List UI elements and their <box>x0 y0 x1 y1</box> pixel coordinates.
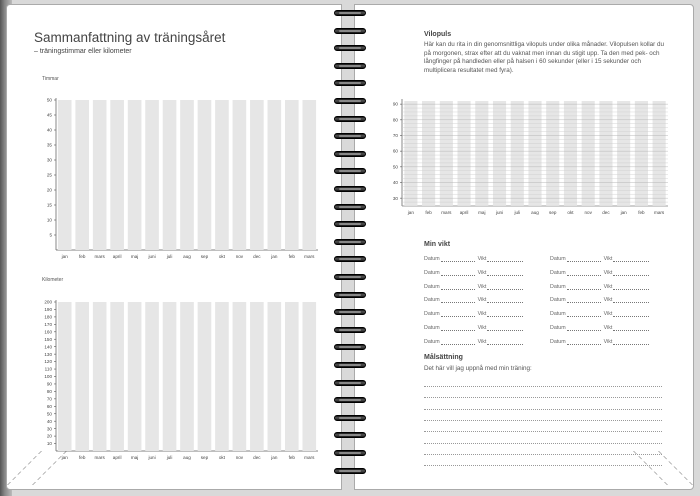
datum-label: Datum <box>550 269 566 276</box>
chart-bar[interactable] <box>180 302 194 451</box>
vikt-field[interactable] <box>487 257 523 262</box>
binding-ring <box>334 204 366 210</box>
binding-ring <box>334 309 366 315</box>
x-tick-label: sep <box>200 455 209 460</box>
datum-field[interactable] <box>567 285 601 290</box>
binding-ring <box>334 362 366 368</box>
chart-hours-ylabel: Timmar <box>42 76 59 82</box>
x-tick-label: feb <box>79 455 86 460</box>
datum-field[interactable] <box>441 257 475 262</box>
x-tick-label: juni <box>148 455 156 460</box>
datum-label: Datum <box>424 311 440 318</box>
chart-bar[interactable] <box>128 100 142 250</box>
vikt-field[interactable] <box>613 326 649 331</box>
chart-bar[interactable] <box>215 302 229 451</box>
x-tick-label: juni <box>148 254 156 259</box>
chart-bar[interactable] <box>163 302 177 451</box>
binding-ring <box>334 168 366 174</box>
y-tick-label: 10 <box>46 441 52 447</box>
vikt-field[interactable] <box>613 271 649 276</box>
weight-entry[interactable] <box>424 339 523 345</box>
x-tick-label: feb <box>288 455 295 460</box>
x-tick-label: mars <box>441 210 452 215</box>
x-tick-label: mars <box>654 210 665 215</box>
vikt-label: Vikt <box>603 269 613 276</box>
y-tick-label: 50 <box>392 164 398 170</box>
binding-ring <box>334 133 366 139</box>
vikt-field[interactable] <box>487 285 523 290</box>
page-curl-right <box>633 451 693 485</box>
malsattning-text: Det här vill jag uppnå med min träning: <box>424 365 532 372</box>
chart-bar[interactable] <box>75 302 89 451</box>
x-tick-label: juli <box>514 210 521 215</box>
vikt-label: Vikt <box>477 297 487 304</box>
y-tick-label: 15 <box>46 202 52 208</box>
y-tick-label: 170 <box>44 321 52 327</box>
y-tick-label: 100 <box>44 374 52 380</box>
y-tick-label: 160 <box>44 329 52 335</box>
datum-field[interactable] <box>567 326 601 331</box>
chart-bar[interactable] <box>110 100 124 250</box>
goal-line[interactable] <box>424 386 662 387</box>
vikt-label: Vikt <box>477 325 487 331</box>
page-title: Sammanfattning av träningsåret <box>34 30 226 45</box>
spiral-binding <box>332 10 368 486</box>
chart-bar[interactable] <box>180 100 194 250</box>
binding-ring <box>334 186 366 192</box>
x-tick-label: sep <box>549 210 557 215</box>
vikt-field[interactable] <box>487 298 523 303</box>
y-tick-label: 60 <box>392 148 398 154</box>
y-tick-label: 120 <box>44 359 52 365</box>
datum-label: Datum <box>424 256 440 262</box>
x-tick-label: jan <box>407 210 414 215</box>
binding-ring <box>334 274 366 280</box>
chart-bar[interactable] <box>58 302 72 451</box>
x-tick-label: okt <box>567 210 574 215</box>
vikt-label: Vikt <box>477 338 487 345</box>
binding-ring <box>334 221 366 227</box>
x-tick-label: juni <box>495 210 504 215</box>
chart-bar[interactable] <box>110 302 124 451</box>
x-tick-label: jan <box>620 210 627 215</box>
hours-chart <box>34 84 324 269</box>
datum-label: Datum <box>550 297 566 304</box>
binding-ring <box>334 380 366 386</box>
binding-ring <box>334 415 366 421</box>
binding-ring <box>334 151 366 157</box>
binding-ring <box>334 239 366 245</box>
x-tick-label: mars <box>94 254 105 259</box>
y-tick-label: 20 <box>46 433 52 439</box>
datum-label: Datum <box>550 325 566 331</box>
goal-line[interactable] <box>424 443 662 444</box>
vikt-field[interactable] <box>487 312 523 317</box>
binding-ring <box>334 450 366 456</box>
x-tick-label: dec <box>602 210 610 215</box>
weight-entry[interactable] <box>424 325 523 331</box>
malsattning-heading: Målsättning <box>424 354 463 361</box>
vikt-label: Vikt <box>477 283 487 290</box>
datum-label: Datum <box>424 269 440 276</box>
weight-entry[interactable] <box>424 284 523 290</box>
weight-entry[interactable] <box>424 297 523 303</box>
right-page <box>354 4 694 490</box>
datum-label: Datum <box>550 338 566 345</box>
x-tick-label: mars <box>304 455 315 460</box>
x-tick-label: aug <box>183 254 191 259</box>
x-tick-label: maj <box>478 210 486 215</box>
x-tick-label: feb <box>79 254 86 259</box>
datum-field[interactable] <box>441 285 475 290</box>
x-tick-label: jan <box>271 254 278 259</box>
vikt-label: Vikt <box>477 269 487 276</box>
vikt-label: Vikt <box>603 311 613 318</box>
km-chart <box>34 285 324 470</box>
x-tick-label: mars <box>94 455 105 460</box>
x-tick-label: jan <box>61 254 68 259</box>
chart-bar[interactable] <box>75 100 89 250</box>
goal-line[interactable] <box>424 465 662 466</box>
y-tick-label: 40 <box>46 127 52 133</box>
vikt-heading: Min vikt <box>424 241 451 248</box>
chart-bar[interactable] <box>233 302 247 451</box>
weight-entry[interactable] <box>424 270 523 276</box>
x-tick-label: aug <box>531 210 539 215</box>
datum-field[interactable] <box>441 340 475 345</box>
binding-ring <box>334 116 366 122</box>
x-tick-label: feb <box>425 210 432 215</box>
datum-field[interactable] <box>441 298 475 303</box>
y-tick-label: 5 <box>49 232 52 238</box>
y-tick-label: 80 <box>46 389 52 394</box>
chart-bar[interactable] <box>198 100 212 250</box>
vikt-label: Vikt <box>603 297 613 304</box>
vikt-label: Vikt <box>603 283 613 290</box>
x-tick-label: feb <box>638 210 645 215</box>
weight-entry[interactable] <box>550 297 649 303</box>
vilopuls-instructions: Här kan du rita in din genomsnittliga vilopuls under olika månader. Vilopulsen kollar du på morgonen, strax efter att du vaknat men innan du stigit upp. Ta den med pek- och långfinger på handleden eller på halsen i 60 sekunder (eller i 15 sekunder och multiplicera resultatet med fyra). <box>424 41 665 75</box>
weight-entry[interactable] <box>550 325 649 331</box>
vikt-field[interactable] <box>613 285 649 290</box>
binding-ring <box>334 468 366 474</box>
chart-bar[interactable] <box>163 100 177 250</box>
weight-entry[interactable] <box>550 256 649 262</box>
chart-bar[interactable] <box>250 302 264 451</box>
x-tick-label: dec <box>253 254 261 259</box>
x-tick-label: maj <box>130 455 139 460</box>
weight-entry[interactable] <box>424 311 523 317</box>
goal-line[interactable] <box>424 431 662 432</box>
datum-label: Datum <box>424 338 440 345</box>
chart-bar[interactable] <box>145 100 159 250</box>
chart-bar[interactable] <box>302 100 316 250</box>
datum-label: Datum <box>550 256 566 262</box>
vikt-label: Vikt <box>603 256 613 262</box>
weight-entry[interactable] <box>550 339 649 345</box>
chart-bar[interactable] <box>250 100 264 250</box>
chart-bar[interactable] <box>93 100 107 250</box>
x-tick-label: jan <box>61 455 68 460</box>
weight-entry[interactable] <box>550 311 649 317</box>
x-tick-label: sep <box>200 254 209 259</box>
vikt-field[interactable] <box>487 271 523 276</box>
chart-bar[interactable] <box>128 302 142 451</box>
x-tick-label: april <box>112 455 122 460</box>
vilopuls-chart <box>380 92 680 227</box>
datum-field[interactable] <box>567 271 601 276</box>
weight-entry[interactable] <box>424 256 523 262</box>
y-tick-label: 30 <box>46 426 52 432</box>
goal-line[interactable] <box>424 409 662 410</box>
datum-label: Datum <box>424 283 440 290</box>
y-tick-label: 110 <box>44 366 52 372</box>
y-tick-label: 150 <box>44 336 52 342</box>
goal-line[interactable] <box>424 454 662 455</box>
chart-bar[interactable] <box>93 302 107 451</box>
chart-bar[interactable] <box>285 100 299 250</box>
chart-bar[interactable] <box>268 302 282 451</box>
datum-label: Datum <box>550 311 566 318</box>
datum-label: Datum <box>550 283 566 290</box>
x-tick-label: mars <box>304 254 315 259</box>
datum-field[interactable] <box>441 271 475 276</box>
x-tick-label: juli <box>166 455 173 460</box>
y-tick-label: 40 <box>392 180 398 186</box>
y-tick-label: 190 <box>44 307 52 313</box>
weight-entry[interactable] <box>550 270 649 276</box>
y-tick-label: 130 <box>44 351 52 357</box>
vikt-field[interactable] <box>613 312 649 317</box>
y-tick-label: 180 <box>44 314 52 320</box>
y-tick-label: 60 <box>46 403 52 409</box>
y-tick-label: 30 <box>46 157 52 163</box>
datum-field[interactable] <box>567 340 601 345</box>
vikt-field[interactable] <box>613 340 649 345</box>
chart-bar[interactable] <box>58 100 72 250</box>
x-tick-label: aug <box>183 455 191 460</box>
y-tick-label: 20 <box>46 187 52 193</box>
x-tick-label: april <box>112 254 122 259</box>
y-tick-label: 200 <box>44 299 52 305</box>
chart-km-ylabel: Kilometer <box>42 277 64 283</box>
y-tick-label: 30 <box>392 195 398 201</box>
y-tick-label: 80 <box>392 117 398 123</box>
y-tick-label: 35 <box>46 142 52 148</box>
chart-bar[interactable] <box>215 100 229 250</box>
y-tick-label: 70 <box>392 133 398 139</box>
vikt-field[interactable] <box>487 340 523 345</box>
binding-ring <box>334 256 366 262</box>
y-tick-label: 45 <box>46 112 52 118</box>
x-tick-label: jan <box>271 455 278 460</box>
chart-bar[interactable] <box>285 302 299 451</box>
datum-field[interactable] <box>567 312 601 317</box>
binding-ring <box>334 432 366 438</box>
datum-label: Datum <box>424 297 440 304</box>
binding-ring <box>334 344 366 350</box>
x-tick-label: nov <box>584 210 592 215</box>
y-tick-label: 40 <box>46 418 52 424</box>
chart-bar[interactable] <box>268 100 282 250</box>
binding-ring <box>334 45 366 51</box>
x-tick-label: dec <box>253 455 261 460</box>
datum-label: Datum <box>424 325 440 331</box>
vikt-field[interactable] <box>613 257 649 262</box>
datum-field[interactable] <box>441 312 475 317</box>
y-tick-label: 50 <box>46 97 52 103</box>
datum-field[interactable] <box>567 257 601 262</box>
y-tick-label: 25 <box>46 172 52 178</box>
binding-ring <box>334 28 366 34</box>
datum-field[interactable] <box>441 326 475 331</box>
x-tick-label: feb <box>288 254 295 259</box>
binding-ring <box>334 10 366 16</box>
chart-bar[interactable] <box>233 100 247 250</box>
x-tick-label: nov <box>235 254 244 259</box>
y-tick-label: 50 <box>46 411 52 417</box>
vikt-field[interactable] <box>487 326 523 331</box>
vikt-field[interactable] <box>613 298 649 303</box>
y-tick-label: 90 <box>46 381 52 387</box>
x-tick-label: okt <box>218 455 226 460</box>
vikt-label: Vikt <box>603 325 613 331</box>
binding-ring <box>334 63 366 69</box>
goal-line[interactable] <box>424 420 662 421</box>
y-tick-label: 140 <box>44 344 52 350</box>
vilopuls-heading: Vilopuls <box>424 31 452 38</box>
binding-ring <box>334 397 366 403</box>
chart-bar[interactable] <box>145 302 159 451</box>
vikt-label: Vikt <box>477 256 487 262</box>
goal-line[interactable] <box>424 397 662 398</box>
binding-ring <box>334 98 366 104</box>
datum-field[interactable] <box>567 298 601 303</box>
chart-bar[interactable] <box>198 302 212 451</box>
x-tick-label: juli <box>166 254 173 259</box>
binding-ring <box>334 80 366 86</box>
y-tick-label: 70 <box>46 396 52 402</box>
x-tick-label: nov <box>235 455 244 460</box>
x-tick-label: okt <box>218 254 226 259</box>
vikt-label: Vikt <box>477 311 487 318</box>
x-tick-label: april <box>459 210 469 215</box>
page-subtitle: – träningstimmar eller kilometer <box>34 48 132 55</box>
binding-ring <box>334 292 366 298</box>
weight-entry[interactable] <box>550 284 649 290</box>
x-tick-label: maj <box>130 254 139 259</box>
y-tick-label: 10 <box>46 217 52 223</box>
y-tick-label: 90 <box>392 101 398 107</box>
binding-ring <box>334 327 366 333</box>
chart-bar[interactable] <box>302 302 316 451</box>
vikt-label: Vikt <box>603 338 613 345</box>
